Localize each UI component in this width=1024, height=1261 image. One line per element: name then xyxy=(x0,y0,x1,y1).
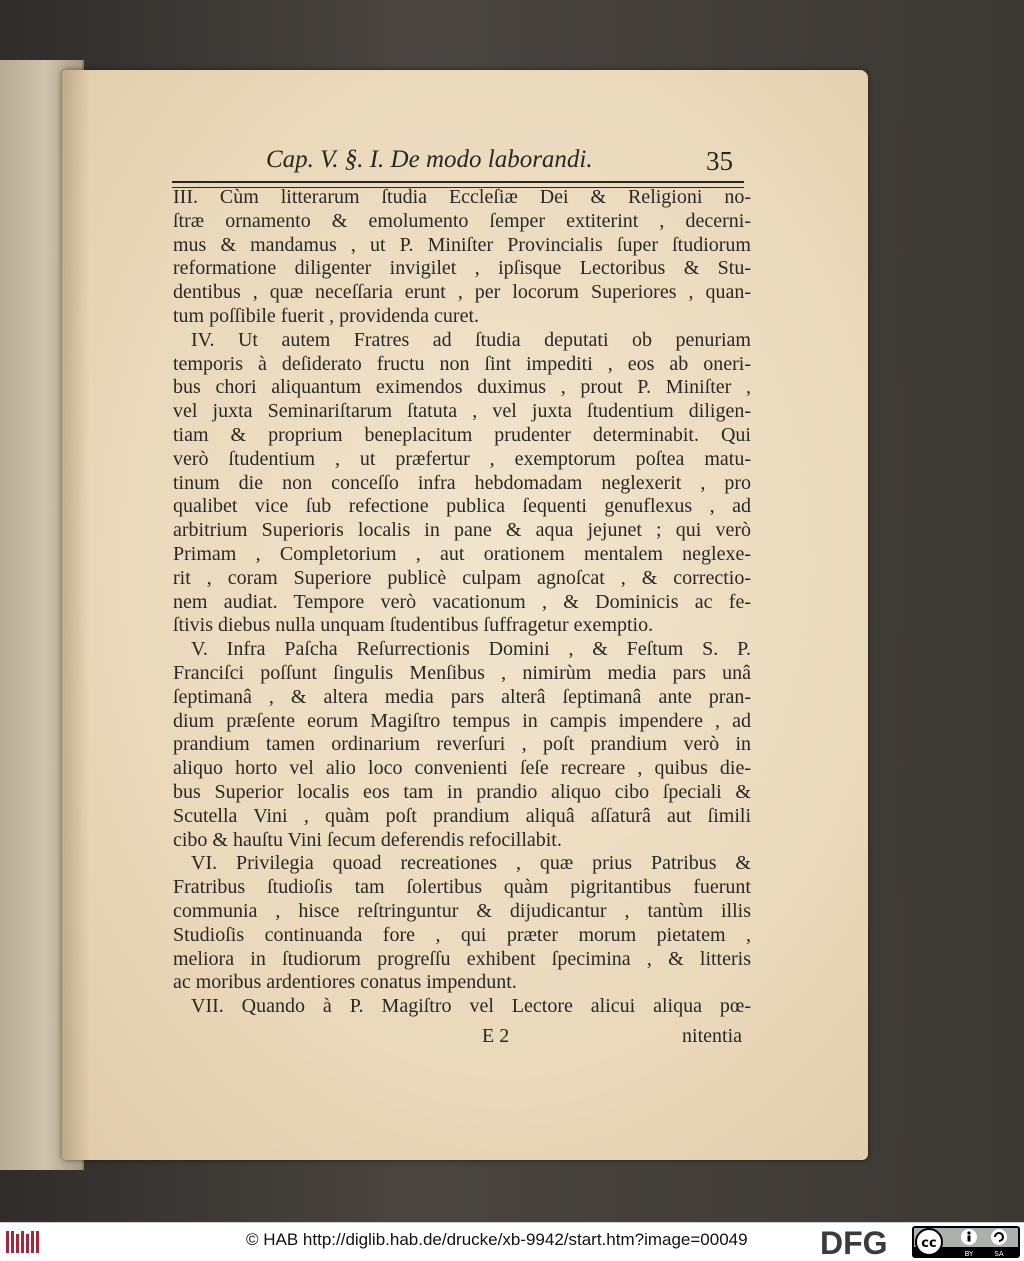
text-line: ſeptimanâ , & altera media pars alterâ ſeptimanâ ante pran- xyxy=(173,685,751,708)
text-line: bus Superior localis eos tam in prandio aliquo cibo ſpeciali & xyxy=(173,780,751,803)
text-line: ſtivis diebus nulla unquam ſtudentibus ſuffragetur exemptio. xyxy=(173,614,654,637)
text-line: VI. Privilegia quoad recreationes , quæ prius Patribus & xyxy=(191,852,751,875)
text-line: meliora in ſtudiorum progreſſu exhibent ſpecimina , & litteris xyxy=(173,947,751,970)
text-line: Franciſci poſſunt ſingulis Menſibus , nimirùm media pars unâ xyxy=(173,661,751,684)
text-line: Scutella Vini , quàm poſt prandium aliquâ aſſaturâ aut ſimili xyxy=(173,804,751,827)
cc-by-label: BY xyxy=(964,1250,974,1258)
text-line: cibo & hauſtu Vini ſecum deferendis refocillabit. xyxy=(173,828,562,851)
page-number: 35 xyxy=(706,146,733,176)
text-line: tum poſſibile fuerit , providenda curet. xyxy=(173,304,480,327)
text-line: V. Infra Paſcha Reſurrectionis Domini , & Feſtum S. P. xyxy=(191,638,751,661)
text-line: IV. Ut autem Fratres ad ſtudia deputati ob penuriam xyxy=(191,328,751,351)
text-line: bus chori aliquantum eximendos duximus , prout P. Miniſter , xyxy=(173,376,751,399)
viewer-footer-bar xyxy=(0,1222,1024,1261)
text-line: Fratribus ſtudioſis tam ſolertibus quàm pigritantibus fuerunt xyxy=(173,876,751,899)
text-line: nem audiat. Tempore verò vacationum , & Dominicis ac fe- xyxy=(173,590,751,613)
dfg-logo-text: DFG xyxy=(820,1227,888,1257)
text-line: mus & mandamus , ut P. Miniſter Provincialis ſuper ſtudiorum xyxy=(173,233,751,256)
running-header xyxy=(266,146,766,186)
dfg-logo[interactable] xyxy=(818,1227,910,1257)
text-line: temporis à deſiderato fructu non ſint impediti , eos ab oneri- xyxy=(173,352,751,375)
text-line: dium præſente eorum Magiſtro tempus in campis impendere , ad xyxy=(173,709,751,732)
text-line: reformatione diligenter invigilet , ipſisque Lectoribus & Stu- xyxy=(173,257,751,280)
svg-text:cc: cc xyxy=(921,1236,937,1251)
text-line: ſtræ ornamento & emolumento ſemper extiterint , decerni- xyxy=(173,209,751,232)
text-line: prandium tamen ordinarium reverſuri , poſt prandium verò in xyxy=(173,733,751,756)
cc-sa-label: SA xyxy=(994,1250,1004,1258)
text-line: III. Cùm litterarum ſtudia Eccleſiæ Dei & Religioni no- xyxy=(173,186,751,208)
hab-logo-icon[interactable] xyxy=(6,1229,40,1255)
signature-mark: E 2 xyxy=(482,1025,510,1047)
copyright-link[interactable]: © HAB http://diglib.hab.de/drucke/xb-9942/start.htm?image=00049 xyxy=(246,1230,748,1249)
text-line: Studioſis continuanda fore , qui præter morum pietatem , xyxy=(173,923,751,946)
chapter-heading: Cap. V. §. I. De modo laborandi. xyxy=(266,146,593,173)
text-line: Primam , Completorium , aut orationem mentalem neglexe- xyxy=(173,542,751,565)
text-line: communia , hisce reſtringuntur & dijudicantur , tantùm illis xyxy=(173,899,751,922)
text-line: tinum die non conceſſo infra hebdomadam neglexerit , pro xyxy=(173,471,751,494)
catchword: nitentia xyxy=(682,1025,742,1047)
text-line: VII. Quando à P. Magiſtro vel Lectore alicui aliqua pœ- xyxy=(191,995,751,1018)
cc-by-sa-badge-icon[interactable] xyxy=(912,1226,1020,1258)
text-line: rit , coram Superiore publicè culpam agnoſcat , & correctio- xyxy=(173,566,751,589)
text-line: arbitrium Superioris localis in pane & aqua jejunet ; qui verò xyxy=(173,519,751,542)
text-line: qualibet vice ſub refectione publica ſequenti genuflexus , ad xyxy=(173,495,751,518)
page-footer xyxy=(482,1025,742,1051)
body-text xyxy=(173,186,751,1019)
text-line: verò ſtudentium , ut præfertur , exemptorum poſtea matu- xyxy=(173,447,751,470)
text-line: vel juxta Seminariſtarum ſtatuta , vel juxta ſtudentium diligen- xyxy=(173,400,751,423)
text-line: aliquo horto vel alio loco convenienti ſeſe recreare , quibus die- xyxy=(173,757,751,780)
text-line: tiam & proprium beneplacitum prudenter determinabit. Qui xyxy=(173,423,751,446)
text-line: ac moribus ardentiores conatus impendunt. xyxy=(173,971,517,994)
text-line: dentibus , quæ neceſſaria erunt , per locorum Superiores , quan- xyxy=(173,281,751,304)
